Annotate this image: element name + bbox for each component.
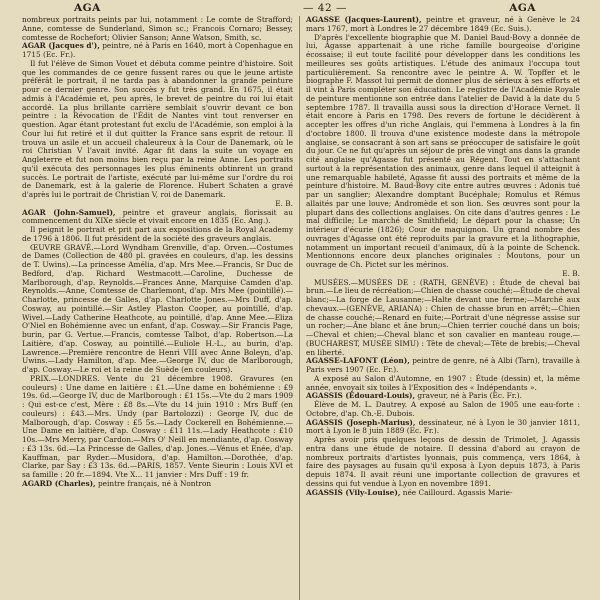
entry-paragraph [306,419,580,437]
signature: E. B. [275,198,293,208]
entry-paragraph [22,42,293,60]
entry-text: A exposé au Salon d'Automne, en 1907 : Étude (dessin) et, la même année, envoyait six toiles à l'Exposition des « Indépendants ». [306,373,580,392]
signature: E. B. [562,268,580,278]
entry-paragraph [306,16,580,34]
entry-text: Il fut l'élève de Simon Vouet et débuta comme peintre d'histoire. Soit que les commandes de ce genre fussent rares ou que le jeune artiste préférât le portrait, il ne tarda pas à abandonner la grande peinture pour ce dernier genre. Son succès y fut très grand. En 1675, il était admis à l'Académie et, peu après, le brevet de peintre du roi lui était accordé. La plus brillante carrière semblait s'ouvrir devant ce bon peintre : la Révocation de l'Édit de Nantes vint tout renverser en question. Agar étant protestant fut exclu de l'Académie, son emploi à la Cour lui fut retiré et il dut quitter la France sans esprit de retour. Il trouva un asile et un accueil chaleureux à la Cour de Danemark, où le roi Christian V l'avait invité. Agar fit dans la suite un voyage en Angleterre et fut non moins bien reçu par la reine Anne. Les portraits qu'il exécuta des personnages les plus éminents obtinrent un grand succès. Le portrait de l'artiste, exécuté par lui-même sur l'ordre du roi de Danemark, est à la galerie de Florence. Hubert Schaten a gravé d'après lui le portrait de Christian V, roi de Danemark. [22,58,293,199]
header-left-keyword: AGA [74,2,101,14]
entry-heading: AGASSIS (Joseph-Marius), [306,417,416,427]
entry-paragraph [22,480,293,489]
page-number: — 42 — [302,2,348,14]
entry-text: ŒUVRE GRAVÉ.—Lord Wyndham Grenville, d'ap. Orven.—Costumes de Dames (Collection de 480 pl. gravées en couleurs, d'ap. les dessins de T. Uwins).—La princesse Amélia, d'ap. Mrs Mee.—Francis, Sr Duc de Bedford, d'ap. Richard Westmacott.—Caroline, Duchesse de Marlborough, d'ap. Reynolds.—Frances Anne, Marquise Camden d'ap. Reynolds.—Anne, Comtesse de Charlemont, d'ap. Mrs Mee (pointillé).—Charlotte, princesse de Galles, d'ap. Charlotte Jones.—Mrs Duff, d'ap. Cosway, au pointillé.—Sir Astley Plaston Cooper, au pointillé, d'ap. Wivel.—Lady Catherine Heathcote, au pointillé, d'ap. Anne Mee.—Eliza O'Niel en Bohémienne avec un enfant, d'ap. Cosway.—Sir Francis Page, burin, par G. Vertue.—Francis, comtesse Talbot, d'ap. Robertson.—La Laitière, d'ap. Cosway, au pointillé.—Euliole H.-L., au burin, d'ap. Lawrence.—Première rencontre de Henri VIII avec Anne Boleyn, d'ap. Uwins.—Lady Hamilton, d'ap. Mee.—George IV, duc de Marlborough, d'ap. Cosway.—Le roi et la reine de Suède (en couleurs). [22,242,293,374]
entry-text: peintre et graveur anglais, florissait au commencement du XIXe siècle et vivait encore en 1835 (Ec. Ang.). [22,207,293,226]
entry-heading: AGASSIS (Édouard-Louis), [306,391,416,401]
entry-heading: AGAR (John-Samuel), [22,207,116,217]
text-paragraph [306,436,580,489]
entry-heading: AGASSIS (Vily-Louise), [306,487,401,497]
entry-paragraph [22,209,293,227]
entry-text: nombreux portraits peints par lui, notamment : Le comte de Strafford; Anne, comtesse de Sunderland, Simon sc.; Francois Cornaro; Bessey, comtesse de Rochefort; Olivier Sanson; Anne Watson, Smith, sc. [22,16,293,42]
text-paragraph [306,401,580,419]
entry-text: peintre et graveur, né à Genève le 24 mars 1767, mort à Londres le 27 décembre 1849 (Ec. Suis.). [306,16,580,33]
page-header [0,0,600,16]
entry-text: PRIX.—LONDRES. Vente du 21 décembre 1908. Gravures (en couleurs) : Une dame en laitière : £1.—Une dame en bohémienne : £9 19s. 6d.—George IV, duc de Marlborough : £1 15s.—Vte du 2 mars 1909 : Qui est-ce c'est, Mère : £8 8s.—Vte du 14 juin 1910 : Mrs Buff (en couleurs) : £43.—Mrs. Undy (par Bartolozzi) : George IV, duc de Malborough, d'ap. Cosway : £5 5s.—Lady Cockerell en Bohémienne.—Une Dame en laitière, d'ap. Cosway : £11 11s.—Lady Heathcote : £10 10s.—Mrs Merry, par Cardon.—Mrs O' Neill en mendiante, d'ap. Cosway : £3 13s. 6d.—La Princesse de Galles, d'ap. Jones.—Vénus et Enée, d'ap. Kauffman, par Ryder.—Musidora, d'ap. Hamilton.—Dorothée, d'ap. Clarke, par Say : £3 13s. 6d.—PARIS, 1857. Vente Sieurin : Louis XVI et sa famille : 20 fr.—1894. Vte X... 11 janvier : Mrs Duff : 19 fr. [22,373,293,479]
entry-heading: AGASSE-LAFONT (Léon), [306,356,410,366]
entry-text: MUSÉES.—MUSÉES DE : (RATH, GENÈVE) : Étude de cheval bai brun.—Le lieu de récréation;—Chien de chasse couché;—Étude de cheval blanc;—La forge de Lausanne;—Halte devant une ferme;—Marché aux chevaux.—(GENÈVE, ARIANA) : Chien de chasse brun en arrêt;—Chien de chasse couché;—Renard en fuite;—Portrait d'une négresse assise sur un rocher;—Âne blanc et âne brun;—Chien terrier couché dans un bois;—Cheval et chien;—Cheval blanc et son cavalier en manteau rouge.—(BUCHAREST, MUSÉE SIMU) : Tête de cheval;—Tête de brebis;—Cheval en liberté. [306,277,580,357]
text-paragraph [306,279,580,358]
text-paragraph [306,375,580,393]
entry-text: Après avoir pris quelques leçons de dessin de Trimolet, J. Agassis entra dans une étude de notaire. Il dessina d'abord au crayon de nombreux portraits d'artistes lyonnais, puis commença, vers 1864, à faire des paysages au fusain qu'il exposa à Lyon depuis 1873, à Paris depuis 1874. Il avait réuni une importante collection de gravures et dessins qui fut vendue à Lyon en novembre 1891. [306,435,580,488]
entry-paragraph [306,357,580,375]
text-paragraph [22,60,293,200]
left-column [22,16,293,600]
entry-text: Il peignit le portrait et prit part aux expositions de la Royal Academy de 1796 à 1806. Il fut président de la société des graveurs anglais. [22,225,293,243]
entry-text: peintre de genre, né à Albi (Tarn), travaille à Paris vers 1907 (Ec. Fr.). [306,356,580,374]
text-paragraph [22,375,293,480]
entry-text: dessinateur, né à Lyon le 30 janvier 1811, mort à Lyon le 8 juin 1889 (Ec. Fr.). [306,417,580,436]
entry-text: peintre français, né à Nontron [95,478,212,488]
entry-heading: AGARD (Charles), [22,478,96,488]
entry-text: graveur, né à Paris (Ec. Fr.). [415,391,522,401]
entry-text: née Caillourd. Agassis Marie- [400,487,513,497]
text-paragraph [22,244,293,375]
entry-text: peintre, né à Paris en 1640, mort à Copenhague en 1715 (Ec. Fr.). [22,41,293,59]
header-right-keyword: AGA [509,2,536,14]
entry-text: Élève de M. L. Dautrey. A exposé au Salon de 1905 une eau-forte : Octobre, d'ap. Ch.-E. Dubois. [306,400,580,418]
column-divider [299,16,300,600]
text-paragraph [306,34,580,270]
entry-text: D'après l'excellente biographie que M. Daniel Baud-Bovy a donnée de lui, Agasse appartenait à une riche famille bourgeoise d'origine écossaise; il eut toute facilité pour développer dans les conditions les meilleures ses goûts artistiques. L'étude des animaux l'occupa tout particulièrement. Sa rencontre avec le peintre A. W. Topffer et le biographe F. Massot lui permit de donner plus de sérieux à ses efforts et il vint à Paris compléter son éducation. Le registre de l'Académie Royale de peinture mentionne son entrée dans l'atelier de David à la date du 5 septembre 1787. Il travailla aussi sous la direction d'Horace Vernet. Il était encore à Paris en 1798. Des revers de fortune le décidèrent à accepter les offres d'un riche Anglais, qui l'emmena à Londres à la fin d'octobre 1800. Il trouva d'une existence modeste dans la métropole anglaise, se consacrant à son art sans se préoccuper de satisfaire le goût du jour. Ce ne fut qu'après un séjour de près de vingt ans dans la grande cité anglaise qu'Agasse fut présenté au Régent. Tout en s'attachant surtout à la représentation des animaux, genre dans lequel il atteignit à une remarquable habileté, Agasse fit aussi des portraits et même de la peinture d'histoire. M. Baud-Bovy cite entre autres œuvres : Adonis tué par un sanglier; Alexandre domptant Bucéphale; Romulus et Rémus allaités par une louve; Andromède et son lion. Ses œuvres sont pour la plupart dans des collections anglaises. On cite dans d'autres genres : Le mal difficile; Le marché de Smithfield; Le départ pour la chasse; Un intérieur d'écurie (1826); Cour de maquignon. Un grand nombre des ouvrages d'Agasse ont été reproduits par la gravure et la lithographie, notamment un important recueil d'animaux, dû à la pointe de Schenck. Mentionnons encore deux planches originales : Moutons, pour un ouvrage de Ch. Pictet sur les mérinos. [306,32,580,269]
text-paragraph [22,16,293,42]
text-paragraph [22,226,293,244]
entry-paragraph [306,489,580,498]
entry-heading: AGAR (Jacques d'), [22,41,100,51]
entry-heading: AGASSE (Jacques-Laurent), [306,16,422,24]
right-column [306,16,580,600]
